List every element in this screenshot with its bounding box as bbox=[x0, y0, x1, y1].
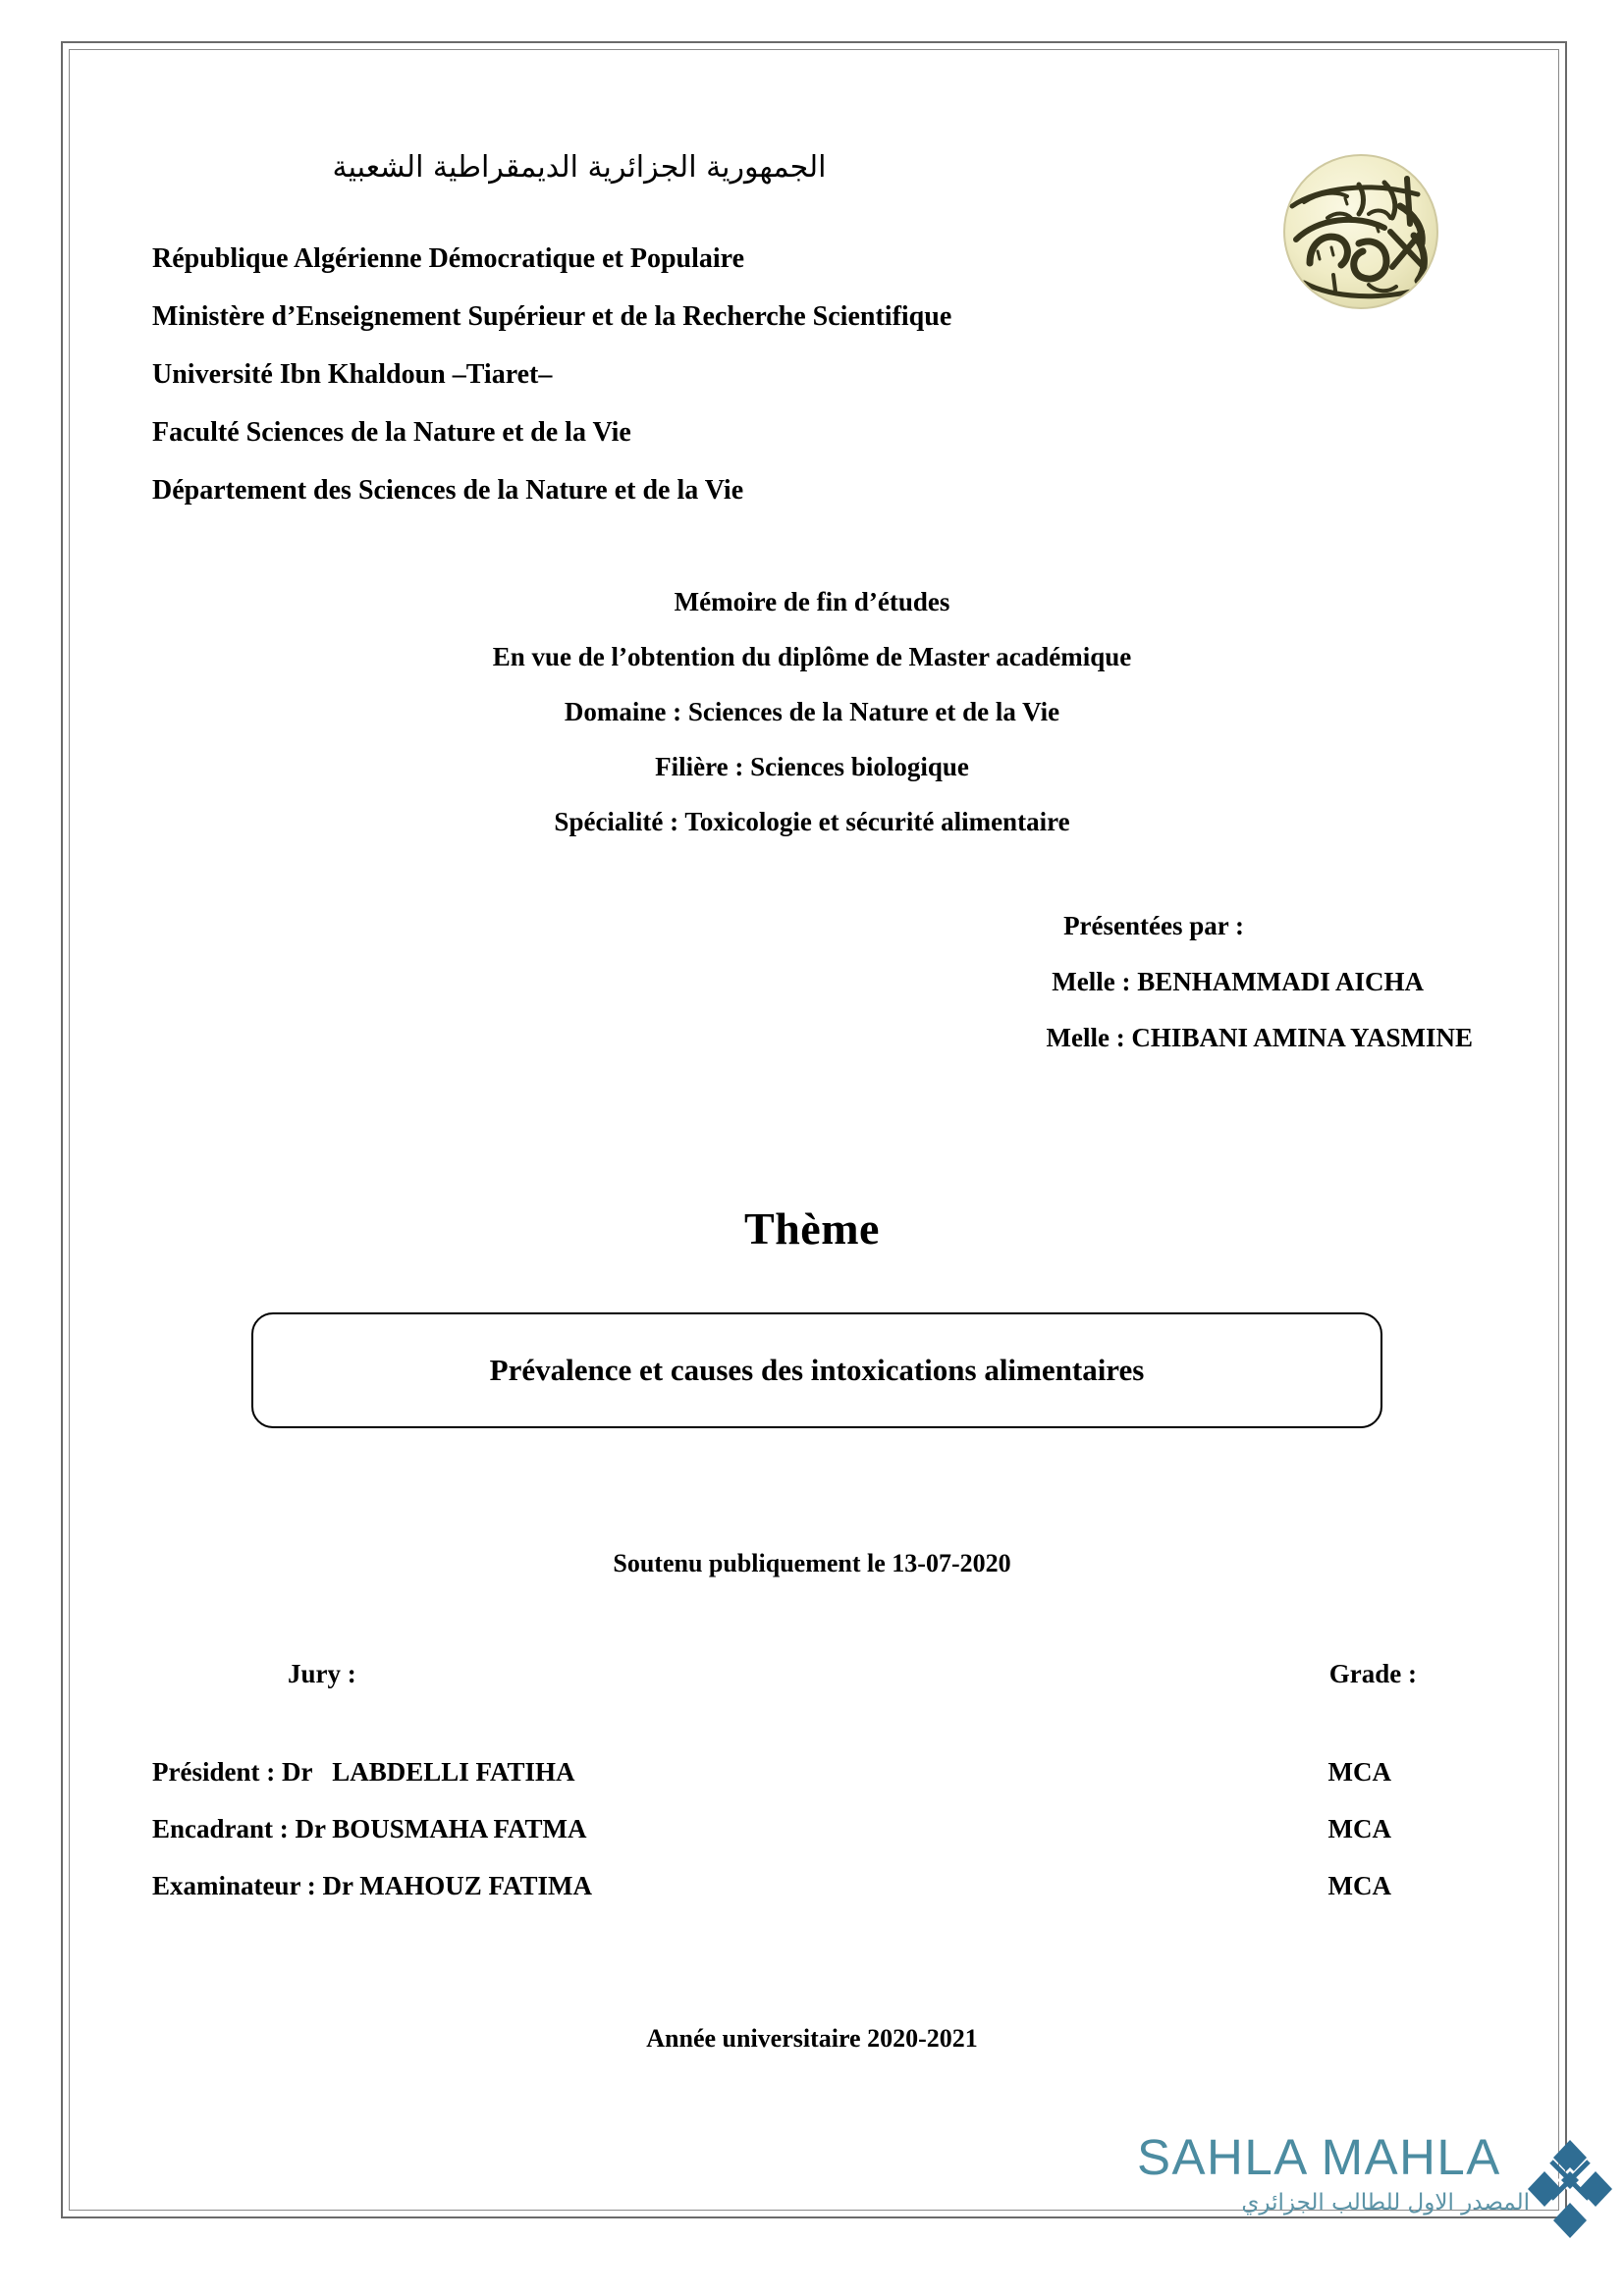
defense-date: Soutenu publiquement le 13-07-2020 bbox=[613, 1549, 1011, 1577]
degree-line-domaine: Domaine : Sciences de la Nature et de la Vie bbox=[564, 697, 1060, 726]
theme-heading: Thème bbox=[744, 1203, 880, 1254]
jury-member-name: Encadrant : Dr BOUSMAHA FATMA bbox=[152, 1814, 587, 1843]
jury-member-grade: MCA bbox=[1327, 1871, 1391, 1900]
student-name-second: Melle : CHIBANI AMINA YASMINE bbox=[1046, 1023, 1473, 1052]
grade-column-header: Grade : bbox=[1328, 1659, 1417, 1688]
jury-row bbox=[152, 1757, 1419, 1788]
header-line-department: Département des Sciences de la Nature et de la Vie bbox=[152, 475, 744, 506]
jury-member-name: Président : Dr LABDELLI FATIHA bbox=[152, 1757, 575, 1787]
academic-year: Année universitaire 2020-2021 bbox=[646, 2024, 978, 2053]
jury-table bbox=[152, 1757, 1419, 1928]
theme-title: Prévalence et causes des intoxications alimentaires bbox=[489, 1353, 1145, 1387]
jury-member-grade: MCA bbox=[1327, 1757, 1391, 1787]
degree-line-specialite: Spécialité : Toxicologie et sécurité alimentaire bbox=[554, 807, 1070, 836]
sahla-mahla-watermark bbox=[1137, 2129, 1598, 2262]
watermark-brand: SAHLA MAHLA bbox=[1137, 2129, 1501, 2185]
jury-column-header: Jury : bbox=[288, 1659, 356, 1688]
degree-line-diplome: En vue de l’obtention du diplôme de Master académique bbox=[492, 642, 1132, 671]
header-line-ministry: Ministère d’Enseignement Supérieur et de la Recherche Scientifique bbox=[152, 301, 952, 332]
theme-title-box bbox=[251, 1312, 1382, 1428]
sahla-mahla-knot-icon bbox=[1528, 2138, 1612, 2240]
degree-line-filiere: Filière : Sciences biologique bbox=[655, 752, 969, 781]
header-line-faculty: Faculté Sciences de la Nature et de la Vie bbox=[152, 417, 631, 448]
presented-by-block bbox=[0, 913, 1473, 1081]
jury-row bbox=[152, 1871, 1419, 1901]
header-line-republic: République Algérienne Démocratique et Populaire bbox=[152, 243, 744, 274]
jury-table-header bbox=[152, 1659, 1419, 1689]
jury-row bbox=[152, 1814, 1419, 1844]
degree-block bbox=[0, 589, 1624, 864]
institution-header bbox=[152, 245, 1134, 535]
degree-line-memoire: Mémoire de fin d’études bbox=[674, 587, 950, 616]
presented-by-label: Présentées par : bbox=[1063, 911, 1244, 940]
university-seal-icon bbox=[1274, 145, 1447, 318]
header-line-university: Université Ibn Khaldoun –Tiaret– bbox=[152, 359, 553, 390]
student-name-first: Melle : BENHAMMADI AICHA bbox=[1052, 967, 1424, 996]
jury-member-grade: MCA bbox=[1327, 1814, 1391, 1843]
jury-member-name: Examinateur : Dr MAHOUZ FATIMA bbox=[152, 1871, 592, 1900]
arabic-republic-line: الجمهورية الجزائرية الديمقراطية الشعبية bbox=[332, 150, 827, 185]
watermark-tagline: المصدر الاول للطالب الجزائري bbox=[1241, 2190, 1530, 2216]
